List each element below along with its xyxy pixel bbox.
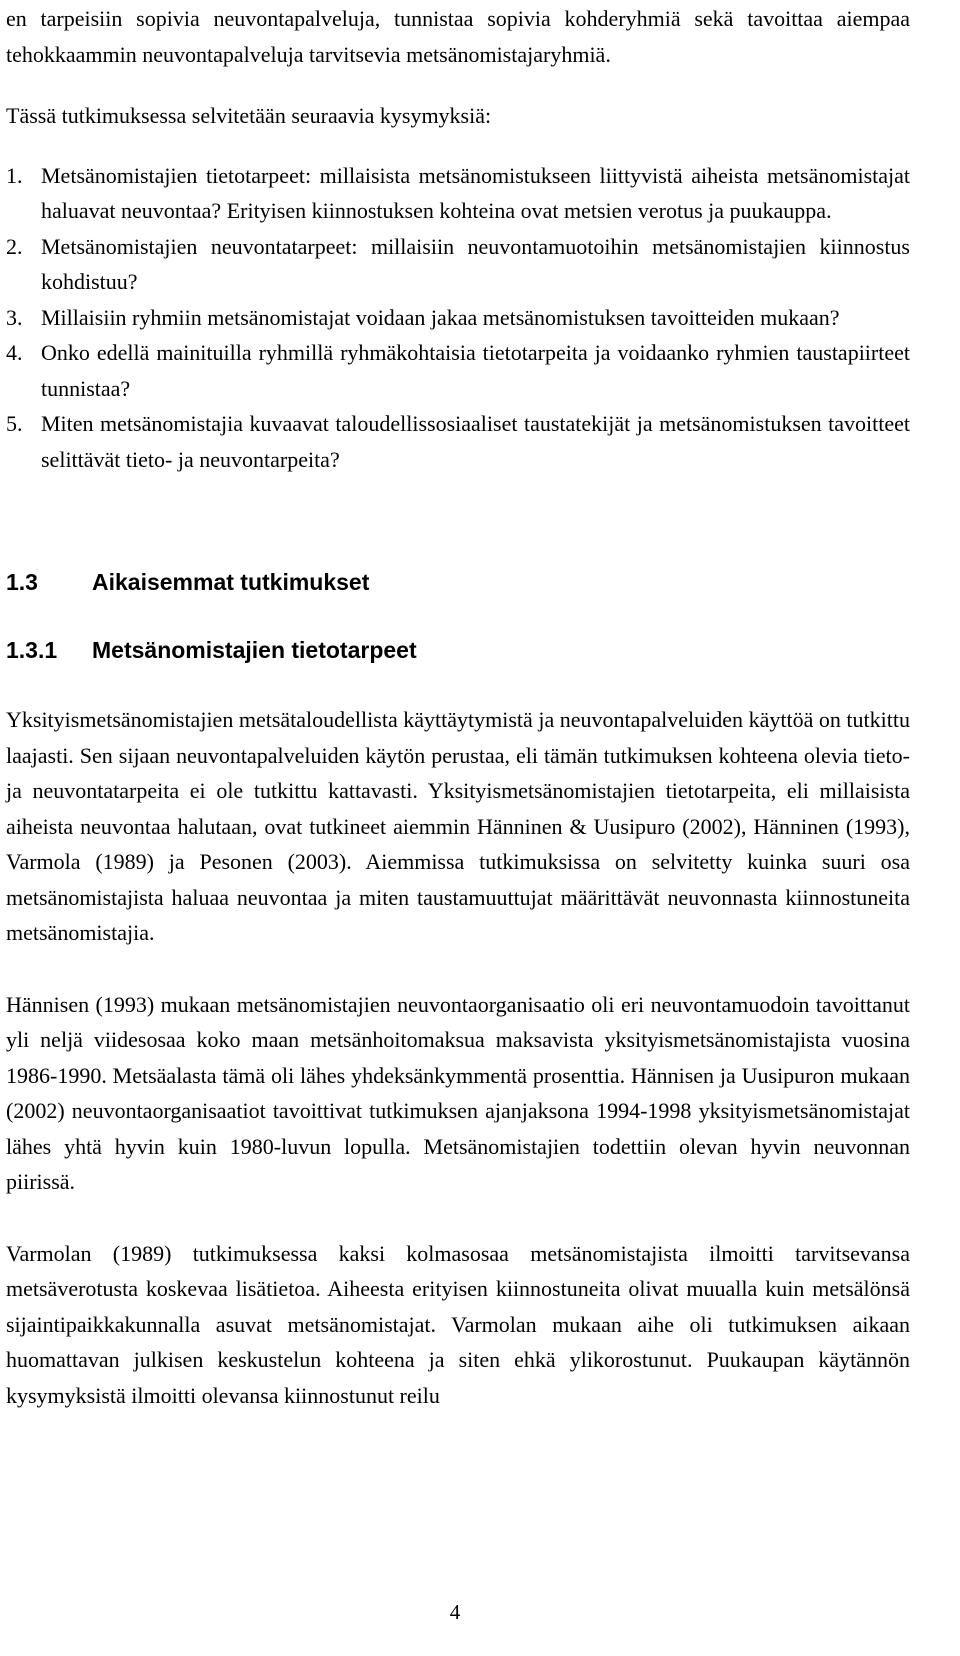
list-item-text: Metsänomistajien neuvontatarpeet: millaisiin neuvontamuotoihin metsänomistajien kiinnostus kohdistuu?: [41, 233, 910, 294]
list-item-number: 5.: [6, 411, 23, 436]
subsection-number: 1.3.1: [6, 637, 58, 663]
list-item: [6, 300, 910, 336]
questions-lead: Tässä tutkimuksessa selvitetään seuraavia kysymyksiä:: [6, 103, 492, 128]
list-item-text: Miten metsänomistajia kuvaavat taloudellissosiaaliset taustatekijät ja metsänomistuksen tavoitteet selittävät tieto- ja neuvontarpeita?: [41, 411, 910, 472]
body-paragraph: Yksityismetsänomistajien metsätaloudellista käyttäytymistä ja neuvontapalveluiden käyttöä on tutkittu laajasti. Sen sijaan neuvontapalveluiden käytön perustaa, eli tämän tutkimuksen kohteena olevia tieto- ja neuvontatarpeita ei ole tutkittu kattavasti. Yksityismetsänomistajien tietotarpeita, eli millaisista aiheista neuvontaa halutaan, ovat tutkineet aiemmin Hänninen & Uusipuro (2002), Hänninen (1993), Varmola (1989) ja Pesonen (2003). Aiemmissa tutkimuksissa on selvitetty kuinka suuri osa metsänomistajista haluaa neuvontaa ja miten taustamuuttujat määrittävät neuvonnasta kiinnostuneita metsänomistajia.: [6, 707, 910, 945]
section-heading: [6, 567, 910, 597]
page-content: [6, 0, 910, 1413]
research-questions-list: [6, 158, 910, 478]
page-number: 4: [449, 1600, 461, 1624]
list-item: [6, 229, 910, 300]
intro-paragraph: en tarpeisiin sopivia neuvontapalveluja, tunnistaa sopivia kohderyhmiä sekä tavoittaa aiempaa tehokkaammin neuvontapalveluja tarvitsevia metsänomistajaryhmiä.: [6, 6, 910, 67]
list-item-text: Millaisiin ryhmiin metsänomistajat voidaan jakaa metsänomistuksen tavoitteiden mukaan?: [41, 304, 840, 330]
list-item-number: 1.: [6, 162, 23, 188]
list-item: [6, 335, 910, 406]
body-paragraph: Varmolan (1989) tutkimuksessa kaksi kolmasosaa metsänomistajista ilmoitti tarvitsevansa metsäverotusta koskevaa lisätietoa. Aiheesta erityisen kiinnostuneita olivat muualla kuin metsälönsä sijaintipaikkakunnalla asuvat metsänomistajat. Varmolan mukaan aihe oli tutkimuksen aikaan huomattavan julkisen keskustelun kohteena ja siten ehkä ylikorostunut. Puukaupan käytännön kysymyksistä ilmoitti olevansa kiinnostunut reilu: [6, 1240, 910, 1408]
section-number: 1.3: [6, 569, 38, 595]
list-item-text: Metsänomistajien tietotarpeet: millaisista metsänomistukseen liittyvistä aiheista metsänomistajat haluavat neuvontaa? Erityisen kiinnostuksen kohteina ovat metsien verotus ja puukauppa.: [41, 162, 910, 223]
list-item-text: Onko edellä mainituilla ryhmillä ryhmäkohtaisia tietotarpeita ja voidaanko ryhmien taustapiirteet tunnistaa?: [41, 340, 910, 401]
list-item: [6, 406, 910, 477]
list-item-number: 2.: [6, 233, 23, 259]
list-item: [6, 158, 910, 229]
list-item-number: 3.: [6, 304, 23, 330]
list-item-number: 4.: [6, 340, 23, 365]
section-title: Aikaisemmat tutkimukset: [92, 569, 370, 595]
body-paragraph: Hännisen (1993) mukaan metsänomistajien neuvontaorganisaatio oli eri neuvontamuodoin tavoittanut yli neljä viidesosaa koko maan metsänhoitomaksua maksavista yksityismetsänomistajista vuosina 1986-1990. Metsäalasta tämä oli lähes yhdeksänkymmentä prosenttia. Hännisen ja Uusipuron mukaan (2002) neuvontaorganisaatiot tavoittivat tutkimuksen ajanjaksona 1994-1998 yksityismetsänomistajat lähes yhtä hyvin kuin 1980-luvun lopulla. Metsänomistajien todettiin olevan hyvin neuvonnan piirissä.: [6, 991, 910, 1194]
subsection-heading: [6, 635, 910, 665]
subsection-title: Metsänomistajien tietotarpeet: [92, 637, 417, 663]
